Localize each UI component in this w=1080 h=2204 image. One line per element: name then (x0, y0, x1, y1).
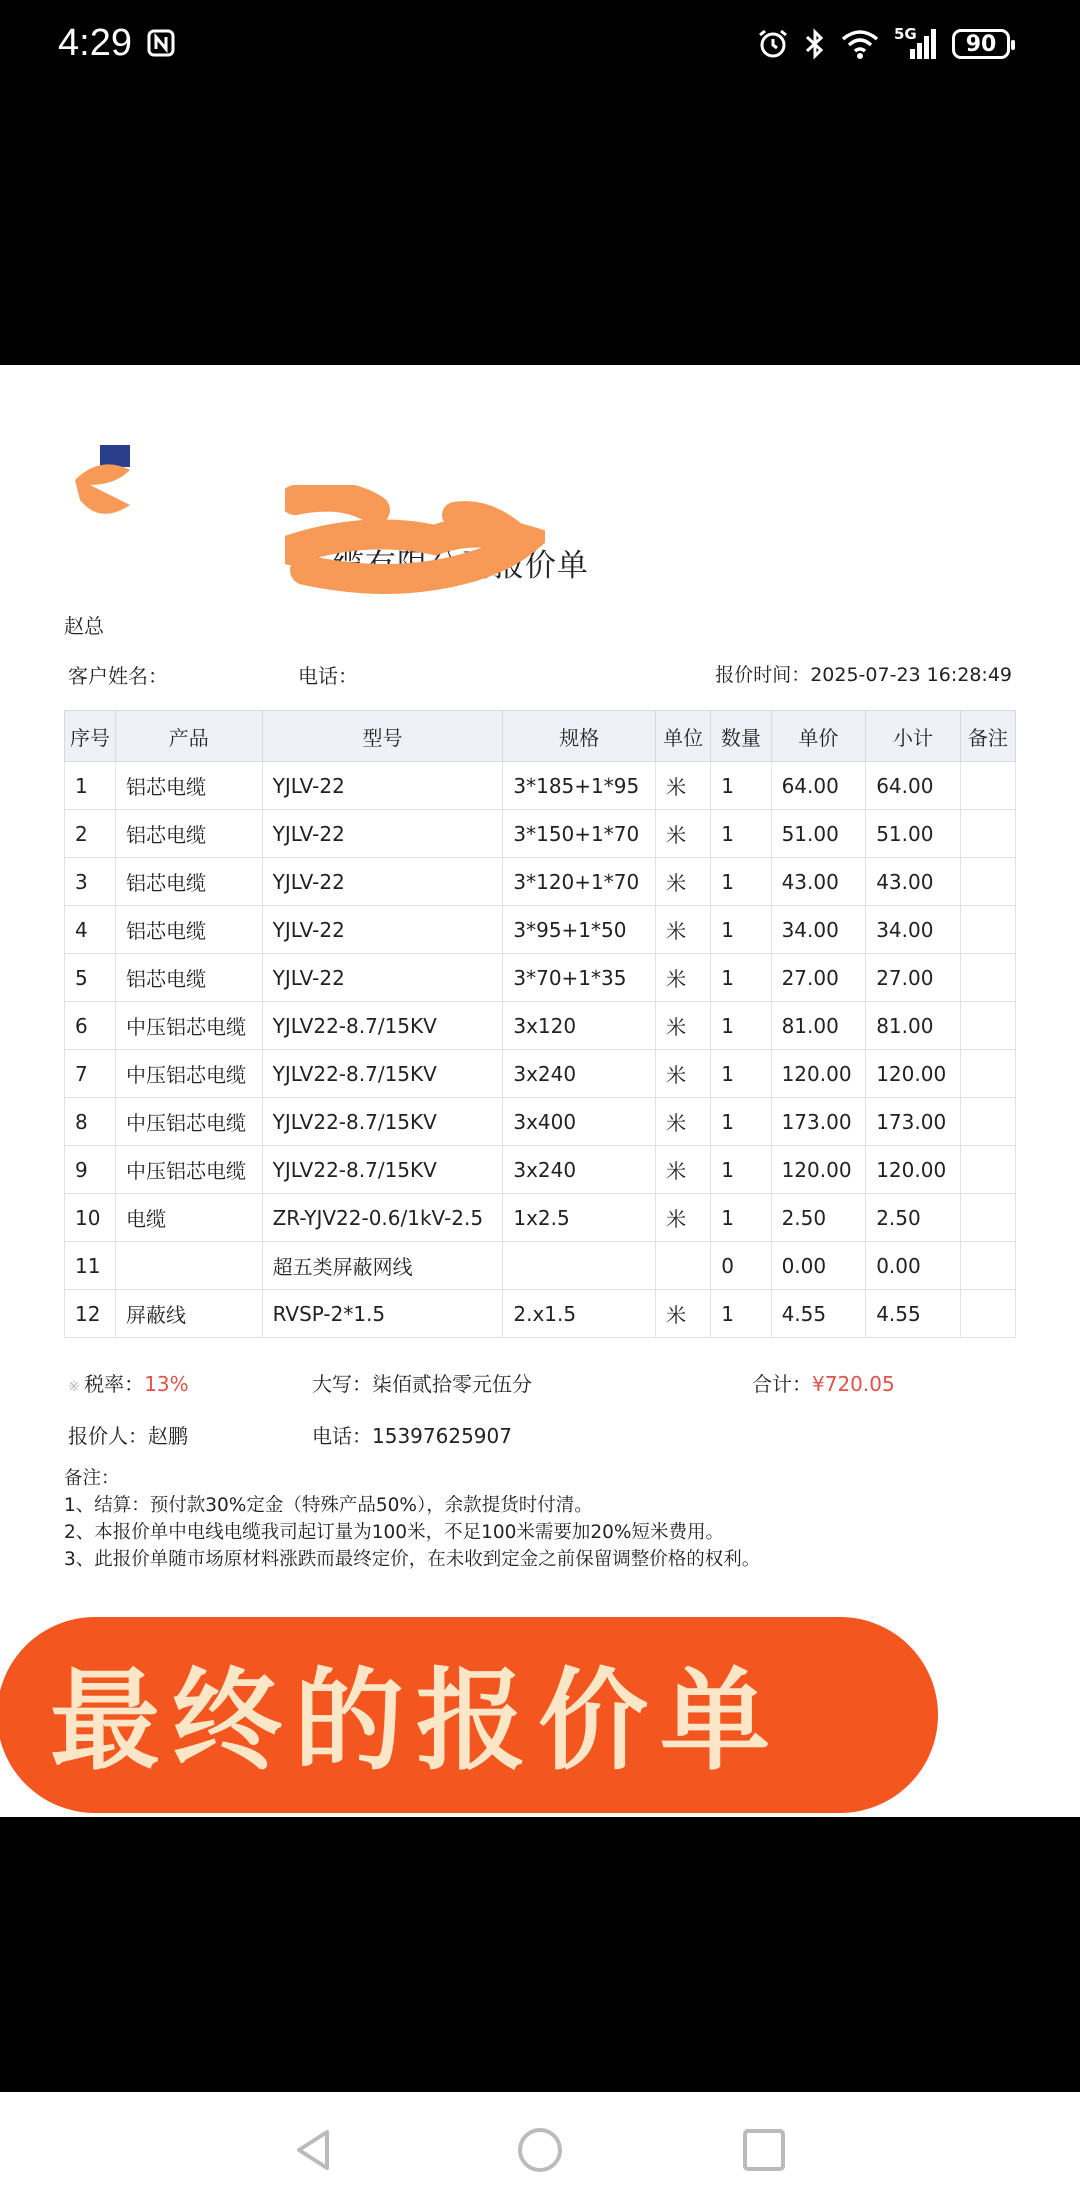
table-cell: 铝芯电缆 (115, 858, 262, 906)
note-item: 2、本报价单中电线电缆我司起订量为100米，不足100米需要加20%短米费用。 (64, 1522, 725, 1543)
table-cell (960, 858, 1015, 906)
table-row (65, 810, 1016, 858)
signal-icon (894, 27, 938, 61)
table-cell: 81.00 (771, 1002, 866, 1050)
amount-in-words: 大写：柒佰贰拾零元伍分 (312, 1372, 532, 1396)
table-cell: 中压铝芯电缆 (115, 1146, 262, 1194)
table-cell: 0 (711, 1242, 771, 1290)
table-row (65, 1146, 1016, 1194)
table-cell: 1 (711, 858, 771, 906)
table-cell: YJLV22-8.7/15KV (262, 1146, 503, 1194)
table-cell: 1x2.5 (503, 1194, 656, 1242)
quotation-document (0, 365, 1080, 1817)
table-cell: 64.00 (771, 762, 866, 810)
tax-rate: ※ 税率：13% (68, 1368, 189, 1397)
table-cell: 51.00 (866, 810, 961, 858)
table-cell: 6 (65, 1002, 116, 1050)
table-cell: YJLV-22 (262, 858, 503, 906)
recents-icon[interactable] (734, 2122, 794, 2178)
col-header: 规格 (503, 711, 656, 762)
table-cell: 2.50 (866, 1194, 961, 1242)
table-cell: 1 (711, 1146, 771, 1194)
table-cell: 1 (711, 1194, 771, 1242)
table-cell: 米 (656, 1050, 711, 1098)
col-header: 序号 (65, 711, 116, 762)
customer-phone: 电话： (298, 664, 358, 688)
col-header: 产品 (115, 711, 262, 762)
table-cell: 120.00 (866, 1050, 961, 1098)
table-row (65, 1290, 1016, 1338)
table-cell: 米 (656, 906, 711, 954)
table-cell: 米 (656, 858, 711, 906)
table-cell: 1 (711, 906, 771, 954)
navigation-bar (0, 2092, 1080, 2204)
table-cell: 10 (65, 1194, 116, 1242)
table-row (65, 858, 1016, 906)
total-amount: 合计：¥720.05 (752, 1372, 895, 1396)
home-icon[interactable] (510, 2122, 570, 2178)
table-cell: 1 (711, 1290, 771, 1338)
table-cell (960, 810, 1015, 858)
table-cell: 43.00 (771, 858, 866, 906)
table-cell: 173.00 (866, 1098, 961, 1146)
table-cell (960, 1194, 1015, 1242)
table-cell: 120.00 (771, 1146, 866, 1194)
table-cell: 超五类屏蔽网线 (262, 1242, 503, 1290)
table-cell (656, 1242, 711, 1290)
table-cell (960, 762, 1015, 810)
table-cell (503, 1242, 656, 1290)
table-cell: 1 (711, 762, 771, 810)
table-cell: 中压铝芯电缆 (115, 1098, 262, 1146)
col-header: 小计 (866, 711, 961, 762)
table-cell: 3*70+1*35 (503, 954, 656, 1002)
table-cell: 12 (65, 1290, 116, 1338)
table-cell (960, 954, 1015, 1002)
caption-text: 最终的报价单 (50, 1656, 782, 1785)
table-cell: 中压铝芯电缆 (115, 1050, 262, 1098)
table-cell: 51.00 (771, 810, 866, 858)
table-cell: 中压铝芯电缆 (115, 1002, 262, 1050)
table-cell: 27.00 (771, 954, 866, 1002)
table-cell: 1 (711, 1098, 771, 1146)
table-row (65, 1050, 1016, 1098)
col-header: 数量 (711, 711, 771, 762)
table-cell: 米 (656, 762, 711, 810)
table-cell: 81.00 (866, 1002, 961, 1050)
table-cell: YJLV-22 (262, 906, 503, 954)
table-cell: 1 (711, 954, 771, 1002)
table-cell: 3*120+1*70 (503, 858, 656, 906)
table-cell: 173.00 (771, 1098, 866, 1146)
table-cell: 0.00 (866, 1242, 961, 1290)
table-cell: 7 (65, 1050, 116, 1098)
recipient-name: 赵总 (64, 614, 104, 638)
table-cell: 3x400 (503, 1098, 656, 1146)
table-cell: 4.55 (866, 1290, 961, 1338)
table-cell: YJLV-22 (262, 810, 503, 858)
table-cell: 11 (65, 1242, 116, 1290)
table-row (65, 1242, 1016, 1290)
table-row (65, 906, 1016, 954)
col-header: 备注 (960, 711, 1015, 762)
table-cell: YJLV22-8.7/15KV (262, 1050, 503, 1098)
table-cell: 43.00 (866, 858, 961, 906)
table-cell: 27.00 (866, 954, 961, 1002)
status-time: 4:29 (58, 22, 132, 64)
table-cell: 2 (65, 810, 116, 858)
quote-time: 报价时间：2025-07-23 16:28:49 (715, 664, 1012, 686)
table-cell: YJLV-22 (262, 954, 503, 1002)
table-cell: YJLV22-8.7/15KV (262, 1002, 503, 1050)
company-logo (70, 440, 165, 520)
table-cell: 米 (656, 1002, 711, 1050)
table-cell: 1 (711, 810, 771, 858)
quoter-phone: 电话：15397625907 (312, 1424, 512, 1448)
customer-name: 客户姓名： (68, 664, 168, 688)
table-cell (960, 1050, 1015, 1098)
table-cell: 米 (656, 954, 711, 1002)
table-cell: 3*185+1*95 (503, 762, 656, 810)
table-cell: 0.00 (771, 1242, 866, 1290)
col-header: 单价 (771, 711, 866, 762)
table-cell: 64.00 (866, 762, 961, 810)
table-cell: 1 (65, 762, 116, 810)
table-cell: 铝芯电缆 (115, 906, 262, 954)
table-row (65, 954, 1016, 1002)
table-cell (960, 1002, 1015, 1050)
col-header: 单位 (656, 711, 711, 762)
table-cell: 120.00 (771, 1050, 866, 1098)
col-header: 型号 (262, 711, 503, 762)
table-cell: 3x240 (503, 1050, 656, 1098)
battery-level: 90 (965, 31, 997, 57)
table-row (65, 762, 1016, 810)
table-cell: 3 (65, 858, 116, 906)
table-cell: 8 (65, 1098, 116, 1146)
table-cell: YJLV22-8.7/15KV (262, 1098, 503, 1146)
quotation-table (64, 710, 1016, 1338)
table-cell: 1 (711, 1002, 771, 1050)
table-cell: 屏蔽线 (115, 1290, 262, 1338)
table-cell: 4 (65, 906, 116, 954)
table-cell: 120.00 (866, 1146, 961, 1194)
back-icon[interactable] (285, 2122, 345, 2178)
table-cell: 4.55 (771, 1290, 866, 1338)
table-cell: ZR-YJV22-0.6/1kV-2.5 (262, 1194, 503, 1242)
table-cell: 3x240 (503, 1146, 656, 1194)
table-cell: RVSP-2*1.5 (262, 1290, 503, 1338)
table-row (65, 1194, 1016, 1242)
table-cell: 5 (65, 954, 116, 1002)
notes-title: 备注： (64, 1468, 120, 1489)
table-cell: 铝芯电缆 (115, 954, 262, 1002)
quoter: 报价人：赵鹏 (68, 1424, 188, 1448)
table-cell: 米 (656, 1194, 711, 1242)
table-cell (115, 1242, 262, 1290)
note-item: 1、结算：预付款30%定金（特殊产品50%），余款提货时付清。 (64, 1495, 593, 1516)
table-cell (960, 906, 1015, 954)
battery-icon (952, 29, 1010, 59)
table-row (65, 1002, 1016, 1050)
table-cell: 电缆 (115, 1194, 262, 1242)
notes (64, 1465, 760, 1573)
alarm-icon (756, 27, 790, 61)
table-cell: 米 (656, 1290, 711, 1338)
table-cell: 9 (65, 1146, 116, 1194)
table-cell: 1 (711, 1050, 771, 1098)
table-cell: 米 (656, 1098, 711, 1146)
table-row (65, 1098, 1016, 1146)
table-cell: 2.x1.5 (503, 1290, 656, 1338)
redaction-scribble (285, 485, 545, 595)
bluetooth-icon (804, 27, 826, 61)
table-cell (960, 1146, 1015, 1194)
table-cell (960, 1290, 1015, 1338)
table-cell: YJLV-22 (262, 762, 503, 810)
note-item: 3、此报价单随市场原材料涨跌而最终定价，在未收到定金之前保留调整价格的权利。 (64, 1549, 761, 1570)
network-type: 5G (894, 25, 917, 43)
table-cell: 铝芯电缆 (115, 762, 262, 810)
table-cell: 34.00 (771, 906, 866, 954)
table-header-row (65, 711, 1016, 762)
wifi-icon (840, 27, 880, 61)
table-cell: 34.00 (866, 906, 961, 954)
table-cell (960, 1098, 1015, 1146)
table-cell: 铝芯电缆 (115, 810, 262, 858)
table-cell: 2.50 (771, 1194, 866, 1242)
nfc-icon (146, 28, 176, 58)
table-cell: 米 (656, 1146, 711, 1194)
document-title: 线 缆有限公司报价单 (290, 548, 589, 584)
table-cell (960, 1242, 1015, 1290)
table-cell: 米 (656, 810, 711, 858)
table-cell: 3x120 (503, 1002, 656, 1050)
table-cell: 3*95+1*50 (503, 906, 656, 954)
status-bar (0, 0, 1080, 90)
table-cell: 3*150+1*70 (503, 810, 656, 858)
